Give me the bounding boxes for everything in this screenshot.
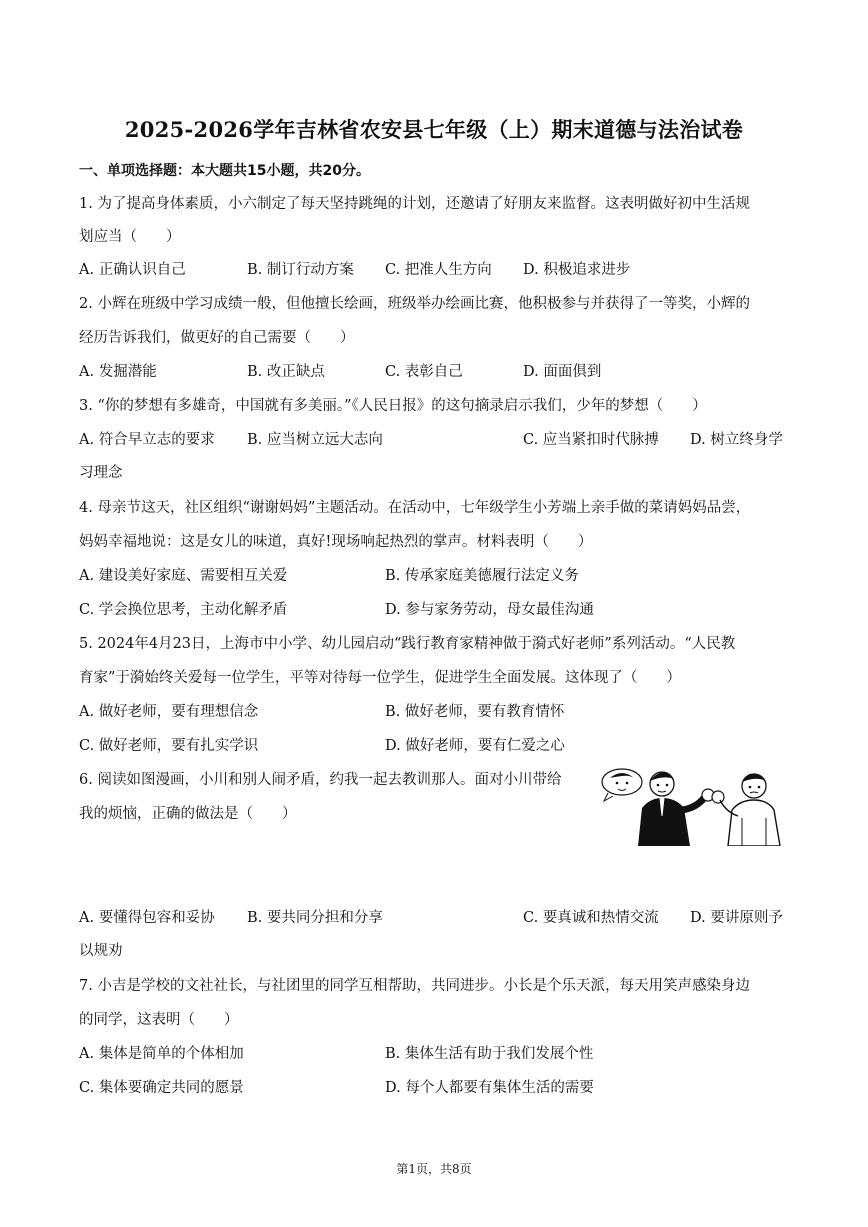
question-4-option-d: D. 参与家务劳动，母女最佳沟通 xyxy=(385,602,594,618)
question-7-line-1: 7. 小吉是学校的文社社长，与社团里的同学互相帮助，共同进步。小长是个乐天派，每天用笑声感染身边 xyxy=(79,978,750,994)
page-title: 2025-2026学年吉林省农安县七年级（上）期末道德与法治试卷 xyxy=(124,117,744,142)
question-1-option-c: C. 把准人生方向 xyxy=(385,262,492,278)
question-7-option-d: D. 每个人都要有集体生活的需要 xyxy=(385,1080,594,1096)
question-2-option-b: B. 改正缺点 xyxy=(247,364,325,380)
question-4-option-a: A. 建设美好家庭、需要相互关爱 xyxy=(79,568,288,584)
question-5-option-a: A. 做好老师，要有理想信念 xyxy=(79,704,259,720)
question-6-option-b: B. 要共同分担和分享 xyxy=(247,910,383,926)
section-heading: 一、单项选择题：本大题共15小题，共20分。 xyxy=(79,163,370,179)
question-5-option-d: D. 做好老师，要有仁爱之心 xyxy=(385,738,565,754)
question-5-option-b: B. 做好老师，要有教育情怀 xyxy=(385,704,565,720)
question-7-line-2: 的同学，这表明（ ） xyxy=(79,1012,239,1028)
question-3-option-a: A. 符合早立志的要求 xyxy=(79,432,215,448)
cartoon-illustration xyxy=(600,768,800,846)
question-6-option-a: A. 要懂得包容和妥协 xyxy=(79,910,215,926)
question-6-line-1: 6. 阅读如图漫画，小川和别人闹矛盾，约我一起去教训那人。面对小川带给 xyxy=(79,772,562,788)
question-1-option-a: A. 正确认识自己 xyxy=(79,262,186,278)
question-5-option-c: C. 做好老师，要有扎实学识 xyxy=(79,738,259,754)
question-2-line-1: 2. 小辉在班级中学习成绩一般，但他擅长绘画，班级举办绘画比赛，他积极参与并获得了一等奖，小辉的 xyxy=(79,296,750,312)
question-4-option-b: B. 传承家庭美德履行法定义务 xyxy=(385,568,579,584)
question-3-option-b: B. 应当树立远大志向 xyxy=(247,432,383,448)
question-3-line-1: 3. “你的梦想有多雄奇，中国就有多美丽。”《人民日报》的这句摘录启示我们，少年的梦想（ ） xyxy=(79,398,707,414)
question-7-option-a: A. 集体是简单的个体相加 xyxy=(79,1046,244,1062)
question-5-line-2: 育家”于漪始终关爱每一位学生，平等对待每一位学生，促进学生全面发展。这体现了（ ） xyxy=(79,670,681,686)
question-1-option-b: B. 制订行动方案 xyxy=(247,262,354,278)
question-6-option-d: D. 要讲原则予 xyxy=(690,910,783,926)
question-7-option-c: C. 集体要确定共同的愿景 xyxy=(79,1080,244,1096)
question-5-line-1: 5. 2024年4月23日，上海市中小学、幼儿园启动“践行教育家精神做于漪式好老师”系列活动。“人民教 xyxy=(79,636,736,652)
page-footer: 第1页，共8页 xyxy=(396,1162,472,1176)
question-2-option-c: C. 表彰自己 xyxy=(385,364,463,380)
question-6-line-2: 我的烦恼，正确的做法是（ ） xyxy=(79,806,297,822)
question-2-option-d: D. 面面俱到 xyxy=(523,364,602,380)
question-7-option-b: B. 集体生活有助于我们发展个性 xyxy=(385,1046,594,1062)
question-4-line-2: 妈妈幸福地说：这是女儿的味道，真好!现场响起热烈的掌声。材料表明（ ） xyxy=(79,534,593,550)
question-1-option-d: D. 积极追求进步 xyxy=(523,262,631,278)
question-2-option-a: A. 发掘潜能 xyxy=(79,364,157,380)
question-1-line-2: 划应当（ ） xyxy=(79,229,181,245)
question-3-option-d: D. 树立终身学 xyxy=(690,432,783,448)
question-3-option-d-continued: 习理念 xyxy=(79,465,123,481)
question-3-option-c: C. 应当紧扣时代脉搏 xyxy=(523,432,659,448)
question-4-line-1: 4. 母亲节这天，社区组织“谢谢妈妈”主题活动。在活动中，七年级学生小芳端上亲手做的菜请妈妈品尝， xyxy=(79,500,751,516)
question-2-line-2: 经历告诉我们，做更好的自己需要（ ） xyxy=(79,330,355,346)
question-4-option-c: C. 学会换位思考，主动化解矛盾 xyxy=(79,602,288,618)
question-6-option-c: C. 要真诚和热情交流 xyxy=(523,910,659,926)
question-6-option-d-continued: 以规劝 xyxy=(79,943,123,959)
question-1-line-1: 1. 为了提高身体素质，小六制定了每天坚持跳绳的计划，还邀请了好朋友来监督。这表明做好初中生活规 xyxy=(79,196,750,212)
